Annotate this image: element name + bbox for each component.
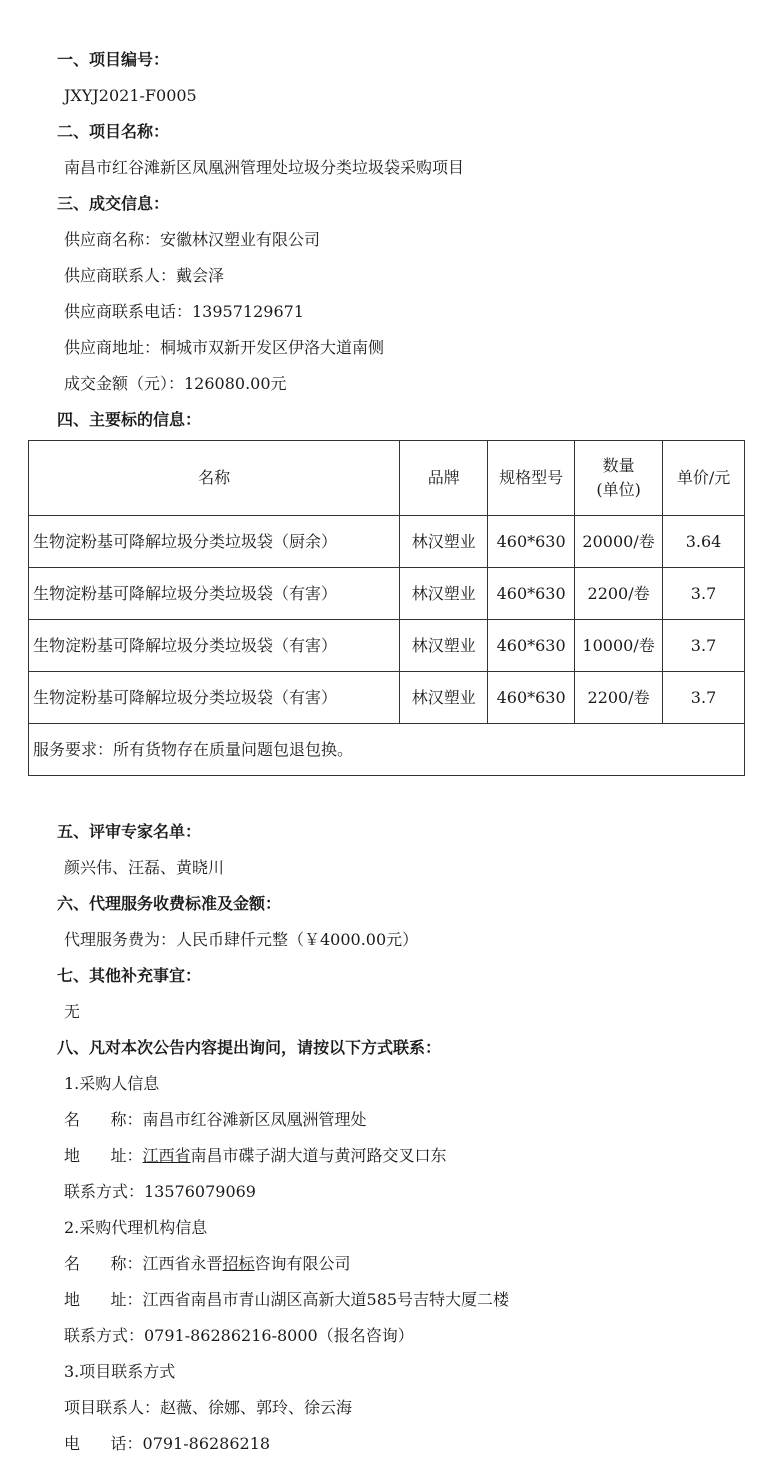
section-6-heading: 六、代理服务收费标准及金额： (57, 894, 282, 913)
section-5-heading: 五、评审专家名单： (57, 822, 202, 841)
table-header-row (29, 441, 745, 516)
section-1-heading: 一、项目编号： (57, 50, 170, 69)
header-qty-line2: (单位) (596, 480, 641, 499)
project-name: 南昌市红谷滩新区凤凰洲管理处垃圾分类垃圾袋采购项目 (64, 158, 465, 177)
deal-amount: 成交金额（元）：126080.00元 (64, 374, 287, 393)
supplier-name: 供应商名称：安徽林汉塑业有限公司 (64, 230, 321, 249)
item-qty: 20000/卷 (575, 516, 663, 568)
agency-fee: 代理服务费为：人民币肆仟元整（￥4000.00元） (64, 930, 419, 949)
item-spec: 460*630 (488, 620, 575, 672)
purchaser-title: 1.采购人信息 (64, 1074, 160, 1093)
table-row (29, 568, 745, 620)
items-table (28, 440, 745, 776)
item-qty: 10000/卷 (575, 620, 663, 672)
agency-name-post: 咨询有限公司 (254, 1254, 351, 1273)
item-brand: 林汉塑业 (400, 620, 488, 672)
service-note-row (29, 724, 745, 776)
item-name: 生物淀粉基可降解垃圾分类垃圾袋（有害） (29, 568, 400, 620)
item-qty: 2200/卷 (575, 568, 663, 620)
item-spec: 460*630 (488, 568, 575, 620)
project-number: JXYJ2021-F0005 (64, 86, 197, 105)
item-name: 生物淀粉基可降解垃圾分类垃圾袋（有害） (29, 672, 400, 724)
section-4-heading: 四、主要标的信息： (57, 410, 202, 429)
item-brand: 林汉塑业 (400, 568, 488, 620)
supplier-address: 供应商地址：桐城市双新开发区伊洛大道南侧 (64, 338, 385, 357)
service-requirement: 服务要求：所有货物存在质量问题包退包换。 (29, 724, 745, 776)
other-matters: 无 (64, 1002, 81, 1021)
section-2-heading: 二、项目名称： (57, 122, 170, 141)
expert-list: 颜兴伟、汪磊、黄晓川 (64, 858, 225, 877)
item-brand: 林汉塑业 (400, 672, 488, 724)
supplier-contact: 供应商联系人：戴会泽 (64, 266, 225, 285)
item-qty: 2200/卷 (575, 672, 663, 724)
section-7-heading: 七、其他补充事宜： (57, 966, 202, 985)
header-qty-line1: 数量 (602, 456, 635, 475)
item-price: 3.64 (663, 516, 745, 568)
agency-name-pre: 名 称：江西省永晋 (64, 1254, 223, 1273)
purchaser-address-rest: 南昌市碟子湖大道与黄河路交叉口东 (190, 1146, 447, 1165)
agency-phone: 联系方式：0791-86286216-8000（报名咨询） (64, 1326, 414, 1345)
project-contacts: 项目联系人：赵薇、徐娜、郭玲、徐云海 (64, 1398, 353, 1417)
purchaser-address-province: 江西省 (142, 1146, 191, 1165)
agency-address: 地 址：江西省南昌市青山湖区高新大道585号吉特大厦二楼 (64, 1290, 510, 1309)
item-price: 3.7 (663, 672, 745, 724)
project-phone: 电 话：0791-86286218 (64, 1434, 271, 1453)
table-row (29, 620, 745, 672)
agency-title: 2.采购代理机构信息 (64, 1218, 208, 1237)
project-contact-title: 3.项目联系方式 (64, 1362, 176, 1381)
header-price: 单价/元 (663, 441, 745, 516)
item-price: 3.7 (663, 568, 745, 620)
item-price: 3.7 (663, 620, 745, 672)
item-spec: 460*630 (488, 516, 575, 568)
purchaser-name: 名 称：南昌市红谷滩新区凤凰洲管理处 (64, 1110, 367, 1129)
purchaser-address (64, 1146, 447, 1166)
item-brand: 林汉塑业 (400, 516, 488, 568)
item-name: 生物淀粉基可降解垃圾分类垃圾袋（厨余） (29, 516, 400, 568)
header-qty (575, 441, 663, 516)
purchaser-phone: 联系方式：13576079069 (64, 1182, 256, 1201)
header-name: 名称 (29, 441, 400, 516)
agency-name (64, 1254, 351, 1274)
agency-name-underlined: 招标 (222, 1254, 255, 1273)
supplier-phone: 供应商联系电话：13957129671 (64, 302, 304, 321)
item-name: 生物淀粉基可降解垃圾分类垃圾袋（有害） (29, 620, 400, 672)
table-row (29, 672, 745, 724)
section-3-heading: 三、成交信息： (57, 194, 170, 213)
item-spec: 460*630 (488, 672, 575, 724)
header-brand: 品牌 (400, 441, 488, 516)
purchaser-address-label: 地 址： (64, 1146, 143, 1165)
header-spec: 规格型号 (488, 441, 575, 516)
section-8-heading: 八、凡对本次公告内容提出询问，请按以下方式联系： (57, 1038, 442, 1057)
table-row (29, 516, 745, 568)
